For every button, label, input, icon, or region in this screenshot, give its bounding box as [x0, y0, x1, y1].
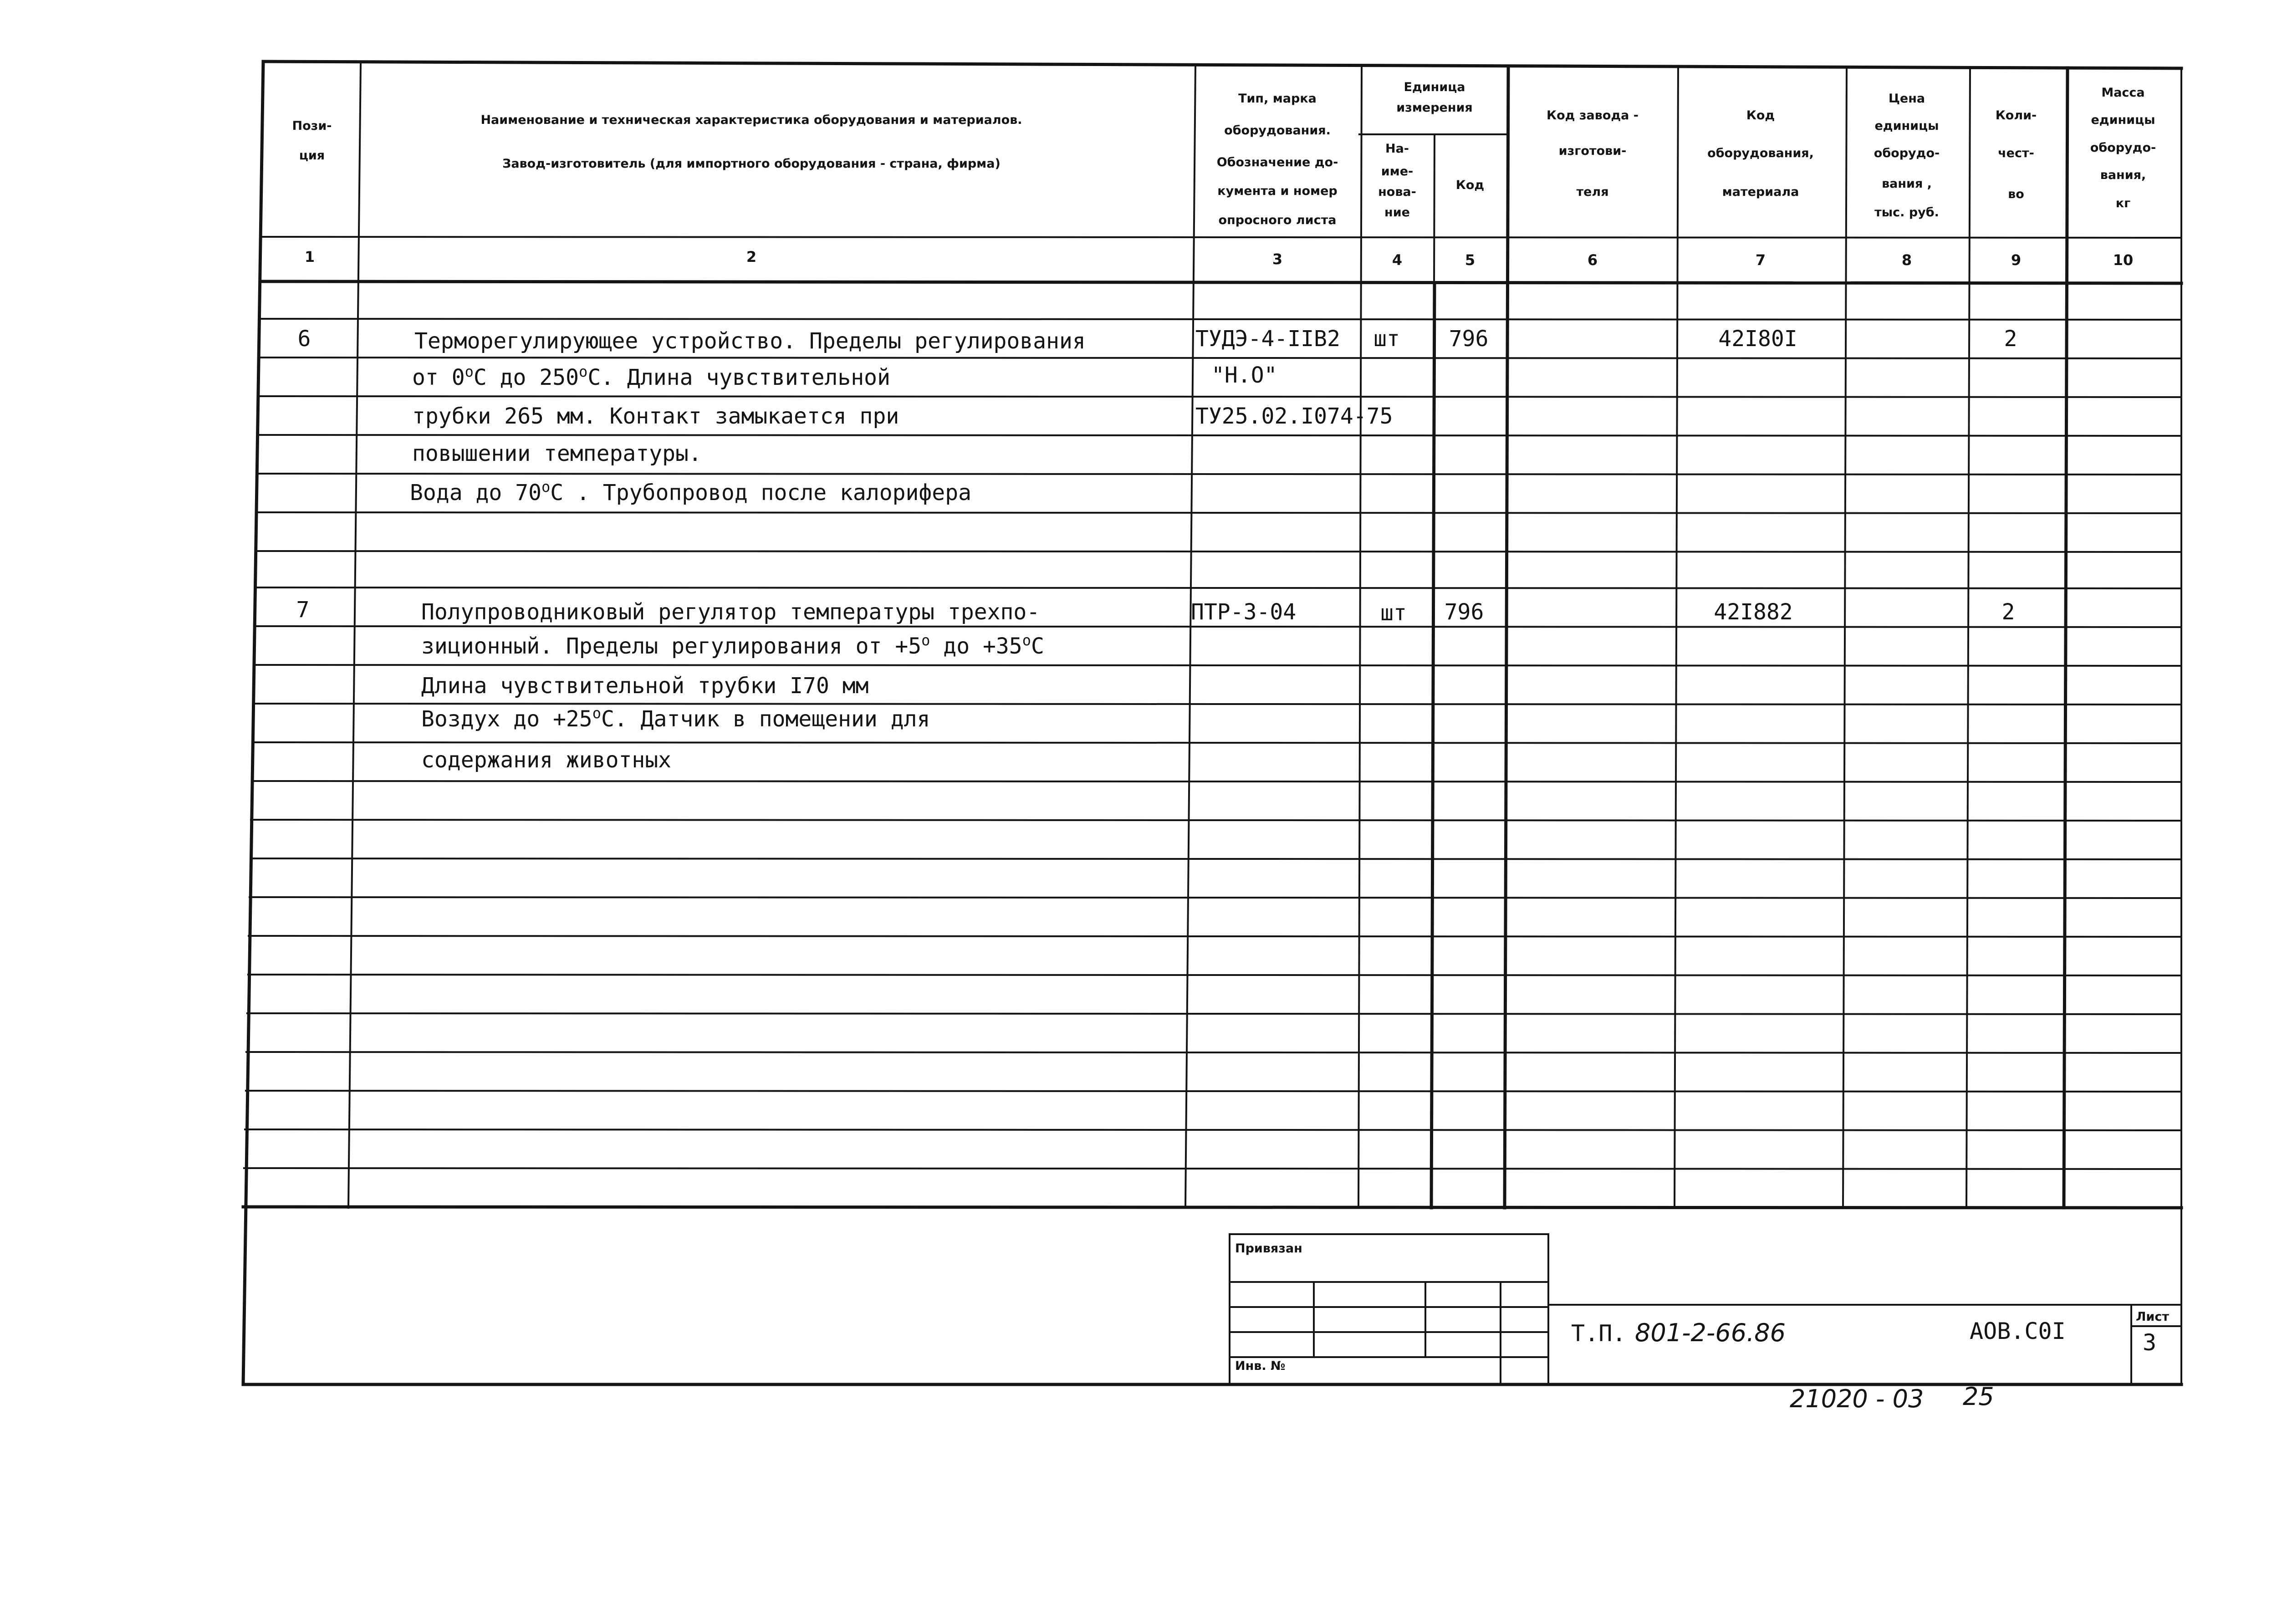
item-type: ТУ25.02.I074-75 — [1195, 403, 1393, 429]
column-number-9: 9 — [2011, 251, 2022, 269]
column-number-8: 8 — [1901, 251, 1912, 269]
item-quantity: 2 — [2001, 599, 2015, 625]
table-header — [292, 80, 2156, 227]
column-number-5: 5 — [1465, 251, 1475, 269]
inventory-number-label: Инв. № — [1235, 1359, 1286, 1373]
item-description-line: Полупроводниковый регулятор температуры трехпо- — [421, 599, 1040, 625]
table-row — [298, 326, 2017, 506]
item-type: ТУДЭ-4-IIВ2 — [1195, 326, 1340, 352]
header-col7-line3: материала — [1722, 185, 1799, 199]
header-col4-line2: име- — [1381, 164, 1414, 179]
header-col1-line2: ция — [299, 148, 325, 163]
header-col8-line4: вания , — [1882, 177, 1932, 191]
header-col8-line2: единицы — [1874, 119, 1939, 133]
header-col7-line1: Код — [1746, 108, 1775, 123]
footer-page-number: 25 — [1963, 1382, 1994, 1411]
header-col8-line5: тыс. руб. — [1874, 205, 1939, 220]
project-number-handwritten: 801-2-66.86 — [1635, 1318, 1786, 1347]
sheet-label: Лист — [2136, 1310, 2169, 1324]
header-unit-group-line1: Единица — [1404, 80, 1465, 94]
header-col6-line2: изготови- — [1558, 144, 1627, 158]
header-col4-line1: На- — [1385, 142, 1409, 156]
header-col8-line3: оборудо- — [1874, 146, 1940, 160]
column-number-4: 4 — [1392, 251, 1403, 269]
column-numbers-row — [305, 248, 2133, 269]
item-description-line: трубки 265 мм. Контакт замыкается при — [412, 403, 899, 429]
column-number-2: 2 — [746, 248, 757, 266]
item-description-line: повышении температуры. — [412, 441, 702, 466]
header-unit-group-line2: измерения — [1396, 101, 1473, 115]
header-col3-line3: Обозначение до- — [1216, 155, 1338, 169]
header-col10-line4: вания, — [2100, 168, 2146, 182]
item-unit-code: 796 — [1444, 599, 1484, 625]
header-col4-line3: нова- — [1378, 185, 1416, 199]
header-col8-line1: Цена — [1888, 92, 1925, 106]
item-position: 6 — [297, 326, 311, 352]
header-col10-line2: единицы — [2091, 113, 2155, 127]
project-prefix: Т.П. — [1571, 1320, 1626, 1347]
item-unit: шт — [1373, 326, 1400, 352]
item-description-line: Терморегулирующее устройство. Пределы регулирования — [414, 328, 1086, 354]
header-col2-line2: Завод-изготовитель (для импортного оборудования - страна, фирма) — [502, 157, 1001, 171]
column-number-3: 3 — [1272, 250, 1283, 268]
item-quantity: 2 — [2004, 326, 2017, 352]
item-equipment-code: 42I882 — [1714, 599, 1793, 625]
item-unit-code: 796 — [1449, 326, 1489, 352]
item-description-line: зиционный. Пределы регулирования от $+5^о$ до $+35^оС$ — [421, 632, 1044, 659]
header-col9-line3: во — [2008, 187, 2024, 201]
item-type: ПТР-3-04 — [1191, 599, 1297, 625]
item-unit: шт — [1380, 600, 1407, 626]
header-col3-line1: Тип, марка — [1238, 92, 1317, 106]
footer-handwritten — [1790, 1382, 1994, 1413]
item-description-line: Длина чувствительной трубки I70 мм — [421, 673, 869, 699]
header-col9-line2: чест- — [1998, 146, 2034, 160]
sheet-code: АОВ.С0I — [1970, 1318, 2066, 1344]
privyazan-label: Привязан — [1235, 1241, 1302, 1256]
header-col6-line1: Код завода - — [1547, 108, 1639, 123]
header-col3-line5: опросного листа — [1218, 213, 1337, 227]
item-description-line: Вода до $70^оС$ . Трубопровод после калорифера — [410, 478, 971, 506]
header-col6-line3: теля — [1576, 185, 1609, 199]
column-number-7: 7 — [1755, 251, 1766, 269]
header-col3-line4: кумента и номер — [1217, 184, 1338, 198]
column-number-1: 1 — [304, 248, 315, 266]
header-col1-line1: Пози- — [292, 119, 332, 133]
column-number-6: 6 — [1587, 251, 1598, 269]
header-col7-line2: оборудования, — [1707, 146, 1814, 160]
item-equipment-code: 42I80I — [1718, 326, 1797, 352]
item-description-line: содержания животных — [421, 747, 672, 773]
header-col10-line3: оборудо- — [2090, 141, 2156, 155]
item-type: "Н.О" — [1211, 363, 1277, 388]
item-position: 7 — [296, 597, 310, 623]
header-col9-line1: Коли- — [1995, 108, 2037, 123]
item-description-line: от $0^оС$ до $250^оС$. Длина чувствительной — [412, 363, 890, 390]
header-col5: Код — [1455, 178, 1485, 192]
header-col2-line1: Наименование и техническая характеристика оборудования и материалов. — [480, 113, 1022, 127]
column-number-10: 10 — [2113, 251, 2134, 269]
item-description-line: Воздух до $+25^оС$. Датчик в помещении для — [421, 705, 930, 732]
header-col3-line2: оборудования. — [1224, 123, 1331, 138]
footer-archive-number: 21020 - 03 — [1790, 1384, 1924, 1413]
header-col4-line4: ние — [1384, 205, 1410, 220]
header-col10-line5: кг — [2115, 196, 2131, 210]
header-col10-line1: Масса — [2101, 86, 2145, 100]
sheet-number: 3 — [2143, 1329, 2157, 1356]
table-row — [296, 597, 2015, 773]
